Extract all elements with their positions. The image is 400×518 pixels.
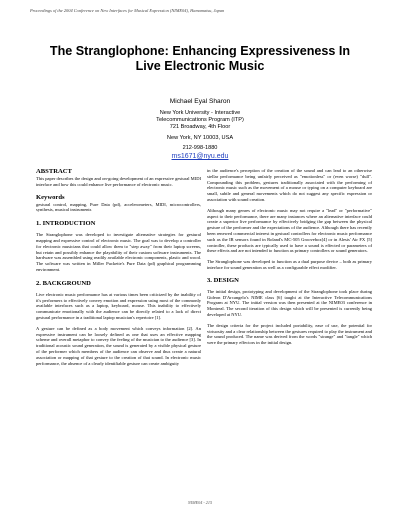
- keywords-heading: Keywords: [36, 193, 65, 201]
- background-paragraph-2: A gesture can be defined as a body movement which conveys information [2]. An expressive instrument can be loosely defined as one that uses an effective mapping scheme and overall metaphor to convey the feeling of the musician to the audience [3]. In traditional acoustic sound generation, the sound is generated by a visible physical gesture of the performer which members of the audience can observe and thus create a natural association or mapping of that gesture to the creation of that sound. In electronic music performance, the absence of a clearly identifiable gesture can create ambiguity: [36, 325, 201, 366]
- author-name: Michael Eyal Sharon: [169, 98, 231, 105]
- author-affiliation-1: New York University - Interactive: [159, 110, 241, 116]
- design-paragraph-2: The design criteria for the project included portability, ease of use, the potential for virtuosity and a clear relationship between the gestures required to play the instrument and the sound produced. The name was derived from the words "strange" and "tangle" which were the primary effectors in the initial design.: [207, 322, 372, 346]
- author-address-1: 721 Broadway, 4th Floor: [169, 124, 231, 130]
- author-affiliation-2: Telecommunications Program (ITP): [156, 117, 244, 123]
- right-paragraph-1: in the audience's perception of the creation of the sound and can lead to an otherwise stellar performance being unfairly perceived as "emotionless" or (even worse) "dull". Compounding this problem, gestures traditionally associated with the performing of electronic music such as the movement of a mouse or typing on a computer keyboard are small, subtle and general movements which do not suggest any specific expression or association with sound creation.: [207, 168, 372, 202]
- introduction-text: The Stranglophone was developed to investigate alternative strategies for gestural mapping and expressive control of electronic music. The goal was to develop a controller for electronic musicians that could allow them to "step away" from their laptop screens, but retain and possibly enhance the playability of their custom software instruments. The hardware was assembled using readily available electronic components, plastic and wood. The software was written in Miller Puckette's Pure Data (pd) graphical programming environment.: [36, 232, 201, 272]
- keywords-text: gestural control, mapping, Pure Data (pd), accelerometers, MIDI, microcontrollers, synthesis, musical instruments: [36, 201, 201, 213]
- paper-title: [30, 44, 370, 74]
- title-line-2: Live Electronic Music: [135, 59, 265, 73]
- running-head: Proceedings of the 2004 Conference on New Interfaces for Musical Expression (NIME04), Hamamatsu, Japan: [30, 8, 225, 13]
- right-paragraph-2: Although many genres of electronic music may not require a "lead" or "performative" aspect to their performance, there are many instances where an alternative interface could create a superior live performance by effectively bridging the gap between the physical gesture of the performer and the expectations of the audience. Although there has recently been renewed commercial interest in gestural controllers for electronic music performance such as the IR sensors found in Roland's MC-505 Groovebox[4] or in Alesis' Air FX [5] controller, these products are typically used to have a sound is effected or parameters of these effects and are not intended to function as primary controllers or sound generators.: [207, 207, 372, 254]
- abstract-heading: ABSTRACT: [36, 168, 72, 175]
- background-heading: 2. BACKGROUND: [36, 279, 91, 287]
- right-column: [207, 168, 372, 346]
- left-column: [36, 168, 201, 366]
- author-email-link[interactable]: ms1671@nyu.edu: [171, 153, 229, 160]
- background-paragraph-1: Live electronic music performance has at various times been criticized by the inability of it's performers to effectively convey emotion and expression using most of the commonly available interfaces such as a laptop, keyboard, mouse. This inability to effectively communicate emotionally with the audience can be directly related to a lack of direct gestural performance in a traditional laptop musician's repertoire [1].: [36, 291, 201, 320]
- author-phone: 212-998-1880: [182, 145, 218, 151]
- right-paragraph-3: The Stranglophone was developed to function as a dual purpose device – both as primary interface for sound generation as well as a configurable effect modifier.: [207, 259, 372, 270]
- author-address-2: New York, NY 10003, USA: [166, 135, 234, 141]
- abstract-text: This paper describes the design and on-going development of an expressive gestural MIDI interface and how this could enhance live performance of electronic music.: [36, 176, 201, 187]
- design-heading: 3. DESIGN: [207, 276, 239, 284]
- title-line-1: The Stranglophone: Enhancing Expressiveness In: [49, 44, 351, 58]
- introduction-heading: 1. INTRODUCTION: [36, 220, 96, 228]
- page-footer: NIME04 - 215: [187, 500, 213, 505]
- design-paragraph-1: The initial design, prototyping and development of the Stranglophone took place during Gideon D'Arcangelo's NIME class [6] taught at the Interactive Telecommunications Program at NYU. The initial version was then presented at the NIME03 conference in Montreal. The second iteration of this design which will be presented is currently being developed at NYU.: [207, 288, 372, 317]
